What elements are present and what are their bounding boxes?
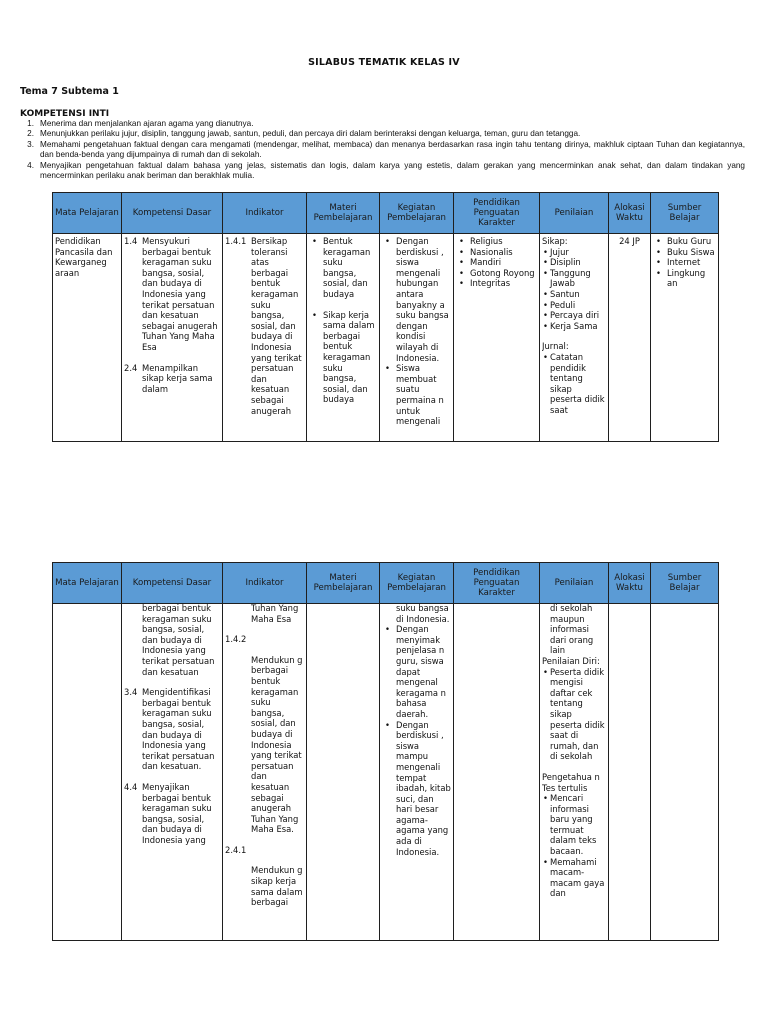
header-materi: Materi Pembelajaran [307, 193, 380, 234]
penilaian-diri-item: • Peserta didik mengisi daftar cek tentang sikap peserta didik saat di rumah, dan di sekolah [542, 667, 606, 762]
ppk-item: • Nasionalis [456, 247, 537, 258]
sumber-item: • Buku Siswa [653, 247, 716, 258]
cell-ppk [454, 234, 540, 442]
syllabus-table-page-2 [52, 562, 719, 941]
cell-kompetensi-dasar [122, 234, 223, 442]
penilaian-jurnal-label: Jurnal: [542, 341, 569, 352]
header-penilaian: Penilaian [540, 193, 609, 234]
header-alokasi: Alokasi Waktu [609, 193, 651, 234]
tes-tertulis-label: Tes tertulis [542, 782, 588, 793]
indikator-item: 2.4.1 Mendukun g sikap kerja sama dalam berbagai [225, 844, 303, 908]
sikap-item: • Kerja Sama [542, 321, 606, 332]
pengetahuan-label: Pengetahua n [542, 771, 600, 782]
header-sumber: Sumber Belajar [651, 563, 719, 604]
cell-ppk [454, 604, 540, 941]
cell-alokasi [609, 604, 651, 941]
kegiatan-item: • Siswa membuat suatu permaina n untuk mengenali [382, 363, 451, 427]
sikap-item: • Jujur [542, 247, 606, 258]
document-title: SILABUS TEMATIK KELAS IV [308, 57, 460, 68]
sumber-item: • Internet [653, 257, 716, 268]
header-indikator: Indikator [223, 193, 307, 234]
ki-list [20, 119, 745, 181]
cell-penilaian [540, 234, 609, 442]
header-mata-pelajaran: Mata Pelajaran [53, 193, 122, 234]
cell-sumber [651, 604, 719, 941]
cell-materi [307, 604, 380, 941]
cell-kegiatan [380, 604, 454, 941]
header-ppk: Pendidikan Penguatan Karakter [454, 563, 540, 604]
cell-kompetensi-dasar [122, 604, 223, 941]
cell-materi [307, 234, 380, 442]
sikap-item: • Disiplin [542, 257, 606, 268]
cell-indikator [223, 604, 307, 941]
jurnal-item: • Catatan pendidik tentang sikap peserta didik saat [542, 352, 606, 416]
header-kompetensi-dasar: Kompetensi Dasar [122, 563, 223, 604]
kegiatan-item: • Dengan berdiskusi , siswa mengenali hubungan antara banyakny a suku bangsa dengan kondisi wilayah di Indonesia. [382, 236, 451, 363]
ki-item: 2. Menunjukkan perilaku jujur, disiplin, tanggung jawab, santun, peduli, dan percaya diri dalam berinteraksi dengan keluarga, teman, guru dan tetangga. [27, 129, 581, 139]
header-penilaian: Penilaian [540, 563, 609, 604]
ki-item: 4. Menyajikan pengetahuan faktual dalam bahasa yang jelas, sistematis dan logis, dalam karya yang estetis, dalam gerakan yang mencerminkan anak sehat, dan dalam tindakan yang mencerminkan perilaku anak beriman dan berakhlak mulia. [27, 160, 745, 181]
sikap-item: • Tanggung Jawab [542, 268, 606, 289]
kegiatan-continuation: suku bangsa di Indonesia. [396, 603, 450, 624]
ki-heading: KOMPETENSI INTI [20, 109, 110, 119]
kd-item: 4.4 Menyajikan berbagai bentuk keragaman suku bangsa, sosial, dan budaya di Indonesia yang [124, 781, 212, 845]
penilaian-diri-label: Penilaian Diri: [542, 655, 600, 666]
ppk-item: • Gotong Royong [456, 268, 537, 279]
indikator-item: 1.4.2 Mendukun g berbagai bentuk keragaman suku bangsa, sosial, dan budaya di Indonesia yang terikat persatuan dan kesatuan sebagai anugerah Tuhan Yang Maha Esa. [225, 634, 303, 835]
ki-item: 1. Menerima dan menjalankan ajaran agama yang dianutnya. [27, 119, 254, 128]
kegiatan-item: • Dengan berdiskusi , siswa mampu mengenali tempat ibadah, kitab suci, dan hari besar agama-agama yang ada di Indonesia. [382, 720, 451, 858]
cell-penilaian [540, 604, 609, 941]
penilaian-continuation: di sekolah maupun informasi dari orang lain [550, 603, 594, 656]
kd-item: 3.4 Mengidentifikasi berbagai bentuk keragaman suku bangsa, sosial, dan budaya di Indonesia yang terikat persatuan dan kesatuan. [124, 687, 215, 772]
header-materi: Materi Pembelajaran [307, 563, 380, 604]
cell-mata-pelajaran: Pendidikan Pancasila dan Kewarganeg araan [53, 234, 122, 442]
table-header-row [53, 563, 719, 604]
header-indikator: Indikator [223, 563, 307, 604]
tes-item: • Memahami macam-macam gaya dan [542, 857, 606, 899]
header-sumber: Sumber Belajar [651, 193, 719, 234]
sumber-item: • Lingkung an [653, 268, 716, 289]
kd-continuation: berbagai bentuk keragaman suku bangsa, sosial, dan budaya di Indonesia yang terikat persatuan dan kesatuan [142, 603, 215, 677]
table-row [53, 234, 719, 442]
cell-sumber [651, 234, 719, 442]
tes-item: • Mencari informasi baru yang termuat dalam teks bacaan. [542, 793, 606, 857]
penilaian-sikap-label: Sikap: [542, 236, 568, 246]
sikap-item: • Peduli [542, 300, 606, 311]
header-mata-pelajaran: Mata Pelajaran [53, 563, 122, 604]
header-alokasi: Alokasi Waktu [609, 563, 651, 604]
ki-item: 3. Memahami pengetahuan faktual dengan cara mengamati (mendengar, melihat, membaca) dan menanya berdasarkan rasa ingin tahu tentang dirinya, makhluk ciptaan Tuhan dan kegiatannya, dan benda-benda yang dijumpainya di rumah dan di sekolah. [27, 139, 745, 160]
kd-item: 1.4 Mensyukuri berbagai bentuk keragaman suku bangsa, sosial, dan budaya di Indonesia yang terikat persatuan dan kesatuan sebagai anugerah Tuhan Yang Maha Esa [124, 236, 218, 352]
materi-item: • Sikap kerja sama dalam berbagai bentuk keragaman suku bangsa, sosial, dan budaya [309, 310, 377, 405]
kegiatan-item: • Dengan menyimak penjelasa n guru, siswa dapat mengenal keragama n bahasa daerah. [382, 624, 451, 719]
cell-alokasi: 24 JP [609, 234, 651, 442]
cell-mata-pelajaran [53, 604, 122, 941]
indikator-continuation: Tuhan Yang Maha Esa [251, 603, 299, 624]
cell-kegiatan [380, 234, 454, 442]
header-kegiatan: Kegiatan Pembelajaran [380, 193, 454, 234]
ppk-item: • Religius [456, 236, 537, 247]
header-kompetensi-dasar: Kompetensi Dasar [122, 193, 223, 234]
kd-item: 2.4 Menampilkan sikap kerja sama dalam [124, 362, 213, 394]
indikator-item: 1.4.1 Bersikap toleransi atas berbagai bentuk keragaman suku bangsa, sosial, dan budaya di Indonesia yang terikat persatuan dan kesatuan sebagai anugerah [225, 236, 302, 416]
header-ppk: Pendidikan Penguatan Karakter [454, 193, 540, 234]
header-kegiatan: Kegiatan Pembelajaran [380, 563, 454, 604]
sikap-item: • Percaya diri [542, 310, 606, 321]
cell-indikator [223, 234, 307, 442]
table-row [53, 604, 719, 941]
table-header-row [53, 193, 719, 234]
ppk-item: • Mandiri [456, 257, 537, 268]
materi-item: • Bentuk keragaman suku bangsa, sosial, dan budaya [309, 236, 377, 300]
sikap-item: • Santun [542, 289, 606, 300]
theme-label: Tema 7 Subtema 1 [20, 86, 119, 97]
syllabus-table-page-1 [52, 192, 719, 442]
sumber-item: • Buku Guru [653, 236, 716, 247]
ppk-item: • Integritas [456, 278, 537, 289]
